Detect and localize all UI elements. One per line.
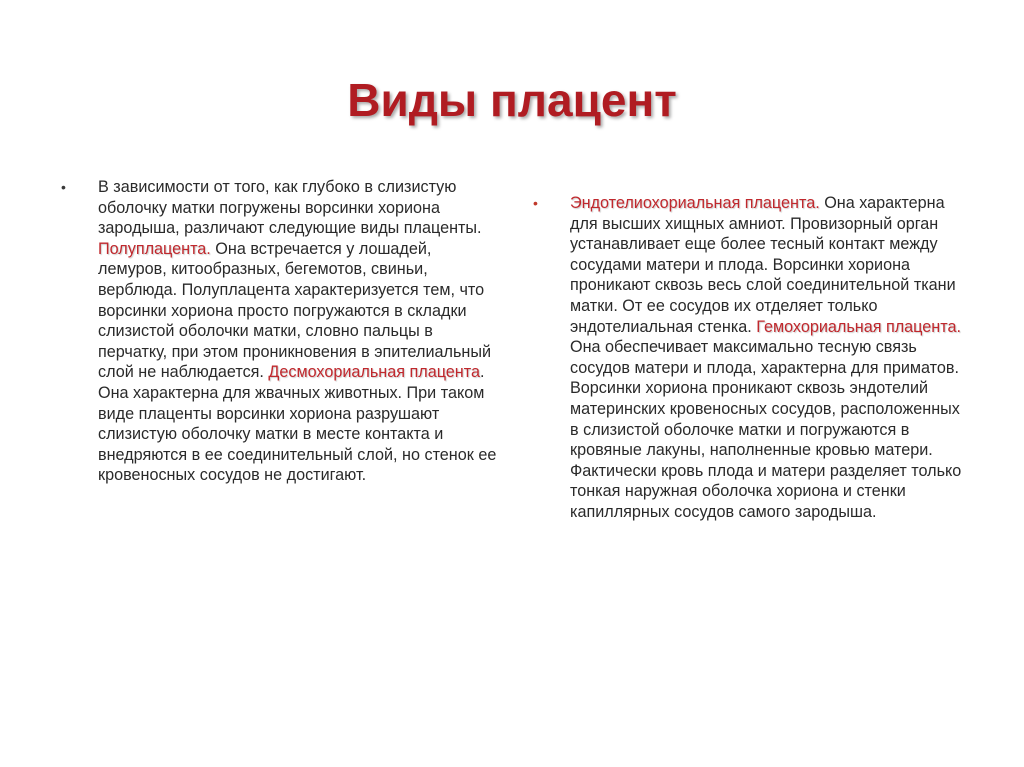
right-text-1: Она характерна для высших хищных амниот. Провизорный орган устанавливает еще более тесный контакт между сосудами матери и плода. Ворсинки хориона проникают сквозь весь слой соединительной ткани матки. От ее сосудов их отделяет только эндотелиальная стенка. (570, 194, 956, 336)
term-hemochorial: Гемохориальная плацента. (756, 317, 961, 336)
right-paragraph (570, 193, 962, 523)
right-column (533, 193, 962, 523)
left-text-2: . Она характерна для жвачных животных. При таком виде плаценты ворсинки хориона разрушают слизистую оболочку матки в месте контакта и внедряются в ее соединительный слой, но стенок ее кровеносных сосудов не достигают. (98, 363, 497, 485)
term-endotheliochorial: Эндотелиохориальная плацента. (570, 194, 820, 212)
term-desmochorial: Десмохориальная плацента (268, 363, 480, 382)
left-paragraph (98, 177, 500, 486)
slide-title: Виды плацент (347, 74, 677, 126)
left-text-1: Она встречается у лошадей, лемуров, китообразных, бегемотов, свиньи, верблюда. Полуплацента характеризуется тем, что ворсинки хориона просто погружаются в складки слизистой оболочки матки, словно пальцы в перчатку, при этом проникновения в эпителиальный слой не наблюдается. (98, 239, 492, 382)
left-bullet: • (61, 179, 66, 195)
left-column (61, 177, 500, 486)
right-bullet: • (533, 195, 538, 211)
term-poluplacenta: Полуплацента. (98, 239, 211, 258)
left-intro-text: В зависимости от того, как глубоко в слизистую оболочку матки погружены ворсинки хориона зародыша, различают следующие виды плаценты. (98, 178, 482, 238)
right-text-2: Она обеспечивает максимально тесную связь сосудов матери и плода, характерна для приматов. Ворсинки хориона проникают сквозь эндотелий материнских кровеносных сосудов, расположенных в слизистой оболочке матки и погружаются в кровяные лакуны, наполненные кровью матери. Фактически кровь плода и матери разделяет только тонкая наружная оболочка хориона и стенки капиллярных сосудов самого зародыша. (570, 338, 962, 521)
